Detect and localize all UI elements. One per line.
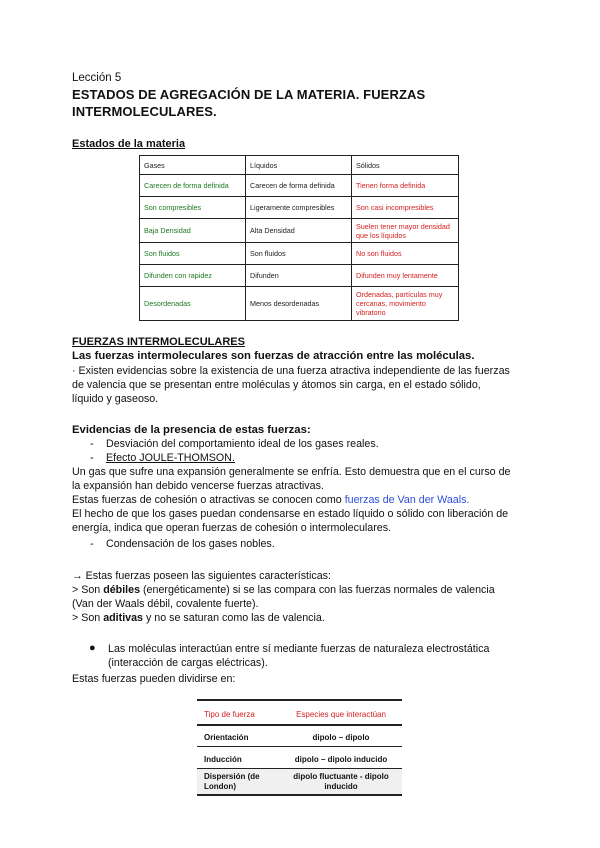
forces-heading: FUERZAS INTERMOLECULARES xyxy=(72,336,245,348)
table-cell: Difunden xyxy=(246,265,352,287)
table-cell: Baja Densidad xyxy=(140,219,246,243)
weak-prefix: > Son xyxy=(72,584,104,596)
header-solids: Sólidos xyxy=(352,156,459,175)
table-row xyxy=(140,175,459,197)
table-cell: Suelen tener mayor densidad que los líquidos xyxy=(352,219,459,243)
forces-intro-line-1: · Existen evidencias sobre la existencia de una fuerza atractiva independiente de las fuerzas xyxy=(72,365,510,377)
vdw-link[interactable]: fuerzas de Van der Waals. xyxy=(344,494,470,506)
table-row xyxy=(140,265,459,287)
table-cell: Desordenadas xyxy=(140,287,246,321)
forces-intro-line-2: de valencia que se presentan entre moléculas y átomos sin carga, en el estado sólido, xyxy=(72,379,481,391)
table-row xyxy=(140,243,459,265)
divide-line: Estas fuerzas pueden dividirse en: xyxy=(72,673,236,685)
table-cell: Son compresibles xyxy=(140,197,246,219)
bullet-line-1: Las moléculas interactúan entre sí mediante fuerzas de naturaleza electrostática xyxy=(108,643,490,655)
dash-bullet: - xyxy=(90,538,94,550)
bullet-line-2: (interacción de cargas eléctricas). xyxy=(108,657,268,669)
force-header-species: Especies que interactúan xyxy=(296,710,386,719)
evidence-text-line-2: la expansión han debido vencerse fuerzas atractivas. xyxy=(72,480,324,492)
vdw-line xyxy=(72,494,469,508)
table-row xyxy=(140,197,459,219)
table-row xyxy=(140,219,459,243)
weak-line xyxy=(72,584,495,598)
table-cell: Menos desordenadas xyxy=(246,287,352,321)
evidence-item-2: Efecto JOULE-THOMSON. xyxy=(106,452,235,464)
table-cell: Ligeramente compresibles xyxy=(246,197,352,219)
dash-bullet: - xyxy=(90,438,94,450)
page-title-line-1: ESTADOS DE AGREGACIÓN DE LA MATERIA. FUERZAS xyxy=(72,87,426,102)
weak-bold: débiles xyxy=(103,584,141,596)
table-rule xyxy=(197,699,402,701)
characteristics-intro: → Estas fuerzas poseen las siguientes características: xyxy=(72,570,331,582)
dash-bullet: - xyxy=(90,452,94,464)
header-gases: Gases xyxy=(140,156,246,175)
weak-rest: (energéticamente) si se las compara con las fuerzas normales de valencia xyxy=(140,584,495,596)
table-rule xyxy=(197,746,402,747)
table-rule xyxy=(197,724,402,726)
table-cell: Son fluidos xyxy=(140,243,246,265)
page-title-line-2: INTERMOLECULARES. xyxy=(72,103,217,119)
force-row-species: dipolo – dipolo inducido xyxy=(294,755,388,764)
table-cell: Alta Densidad xyxy=(246,219,352,243)
lesson-label: Lección 5 xyxy=(72,72,122,84)
evidence-heading: Evidencias de la presencia de estas fuerzas: xyxy=(72,424,311,436)
states-table-header xyxy=(140,156,459,175)
table-cell: Son fluidos xyxy=(246,243,352,265)
condense-line-1: El hecho de que los gases puedan condensarse en estado líquido o sólido con liberación de xyxy=(72,508,509,520)
force-row-type: Dispersión (de London) xyxy=(204,772,260,791)
add-bold: aditivas xyxy=(103,612,144,624)
add-prefix: > Son xyxy=(72,612,104,624)
forces-intro-line-3: líquido y gaseoso. xyxy=(72,393,159,405)
additive-line xyxy=(72,612,325,626)
add-rest: y no se saturan como las de valencia. xyxy=(143,612,325,624)
table-cell: Difunden con rapidez xyxy=(140,265,246,287)
force-row-type: Orientación xyxy=(204,733,249,742)
condense-line-2: energía, indica que operan fuerzas de cohesión o intermoleculares. xyxy=(72,522,392,534)
table-rule xyxy=(197,794,402,796)
table-cell: Carecen de forma definida xyxy=(140,175,246,197)
evidence-item-1: Desviación del comportamiento ideal de los gases reales. xyxy=(106,438,379,450)
force-row-species: dipolo fluctuante - dipolo inducido xyxy=(293,772,389,791)
evidence-text-line-1: Un gas que sufre una expansión generalmente se enfría. Esto demuestra que en el curso de xyxy=(72,466,511,478)
bullet-dot-icon: ● xyxy=(89,642,96,654)
vdw-prefix: Estas fuerzas de cohesión o atractivas se conocen como xyxy=(72,494,345,506)
force-row-type: Inducción xyxy=(204,755,242,764)
states-heading: Estados de la materia xyxy=(72,138,186,150)
table-row xyxy=(140,287,459,321)
page-title xyxy=(72,87,425,120)
header-liquids: Líquidos xyxy=(246,156,352,175)
table-cell: Difunden muy lentamente xyxy=(352,265,459,287)
forces-subheading: Las fuerzas intermoleculares son fuerzas de atracción entre las moléculas. xyxy=(72,350,475,362)
table-cell: Tienen forma definida xyxy=(352,175,459,197)
force-row-species: dipolo – dipolo xyxy=(312,733,370,742)
table-cell: Son casi incompresibles xyxy=(352,197,459,219)
force-header-type: Tipo de fuerza xyxy=(204,710,255,719)
states-table xyxy=(139,155,459,321)
evidence-item-3: Condensación de los gases nobles. xyxy=(106,538,275,550)
table-cell: Ordenadas, partículas muy cercanas, movimiento vibratorio xyxy=(352,287,459,321)
weak-line-2: (Van der Waals débil, covalente fuerte). xyxy=(72,598,259,610)
table-cell: Carecen de forma definida xyxy=(246,175,352,197)
table-cell: No son fluidos xyxy=(352,243,459,265)
